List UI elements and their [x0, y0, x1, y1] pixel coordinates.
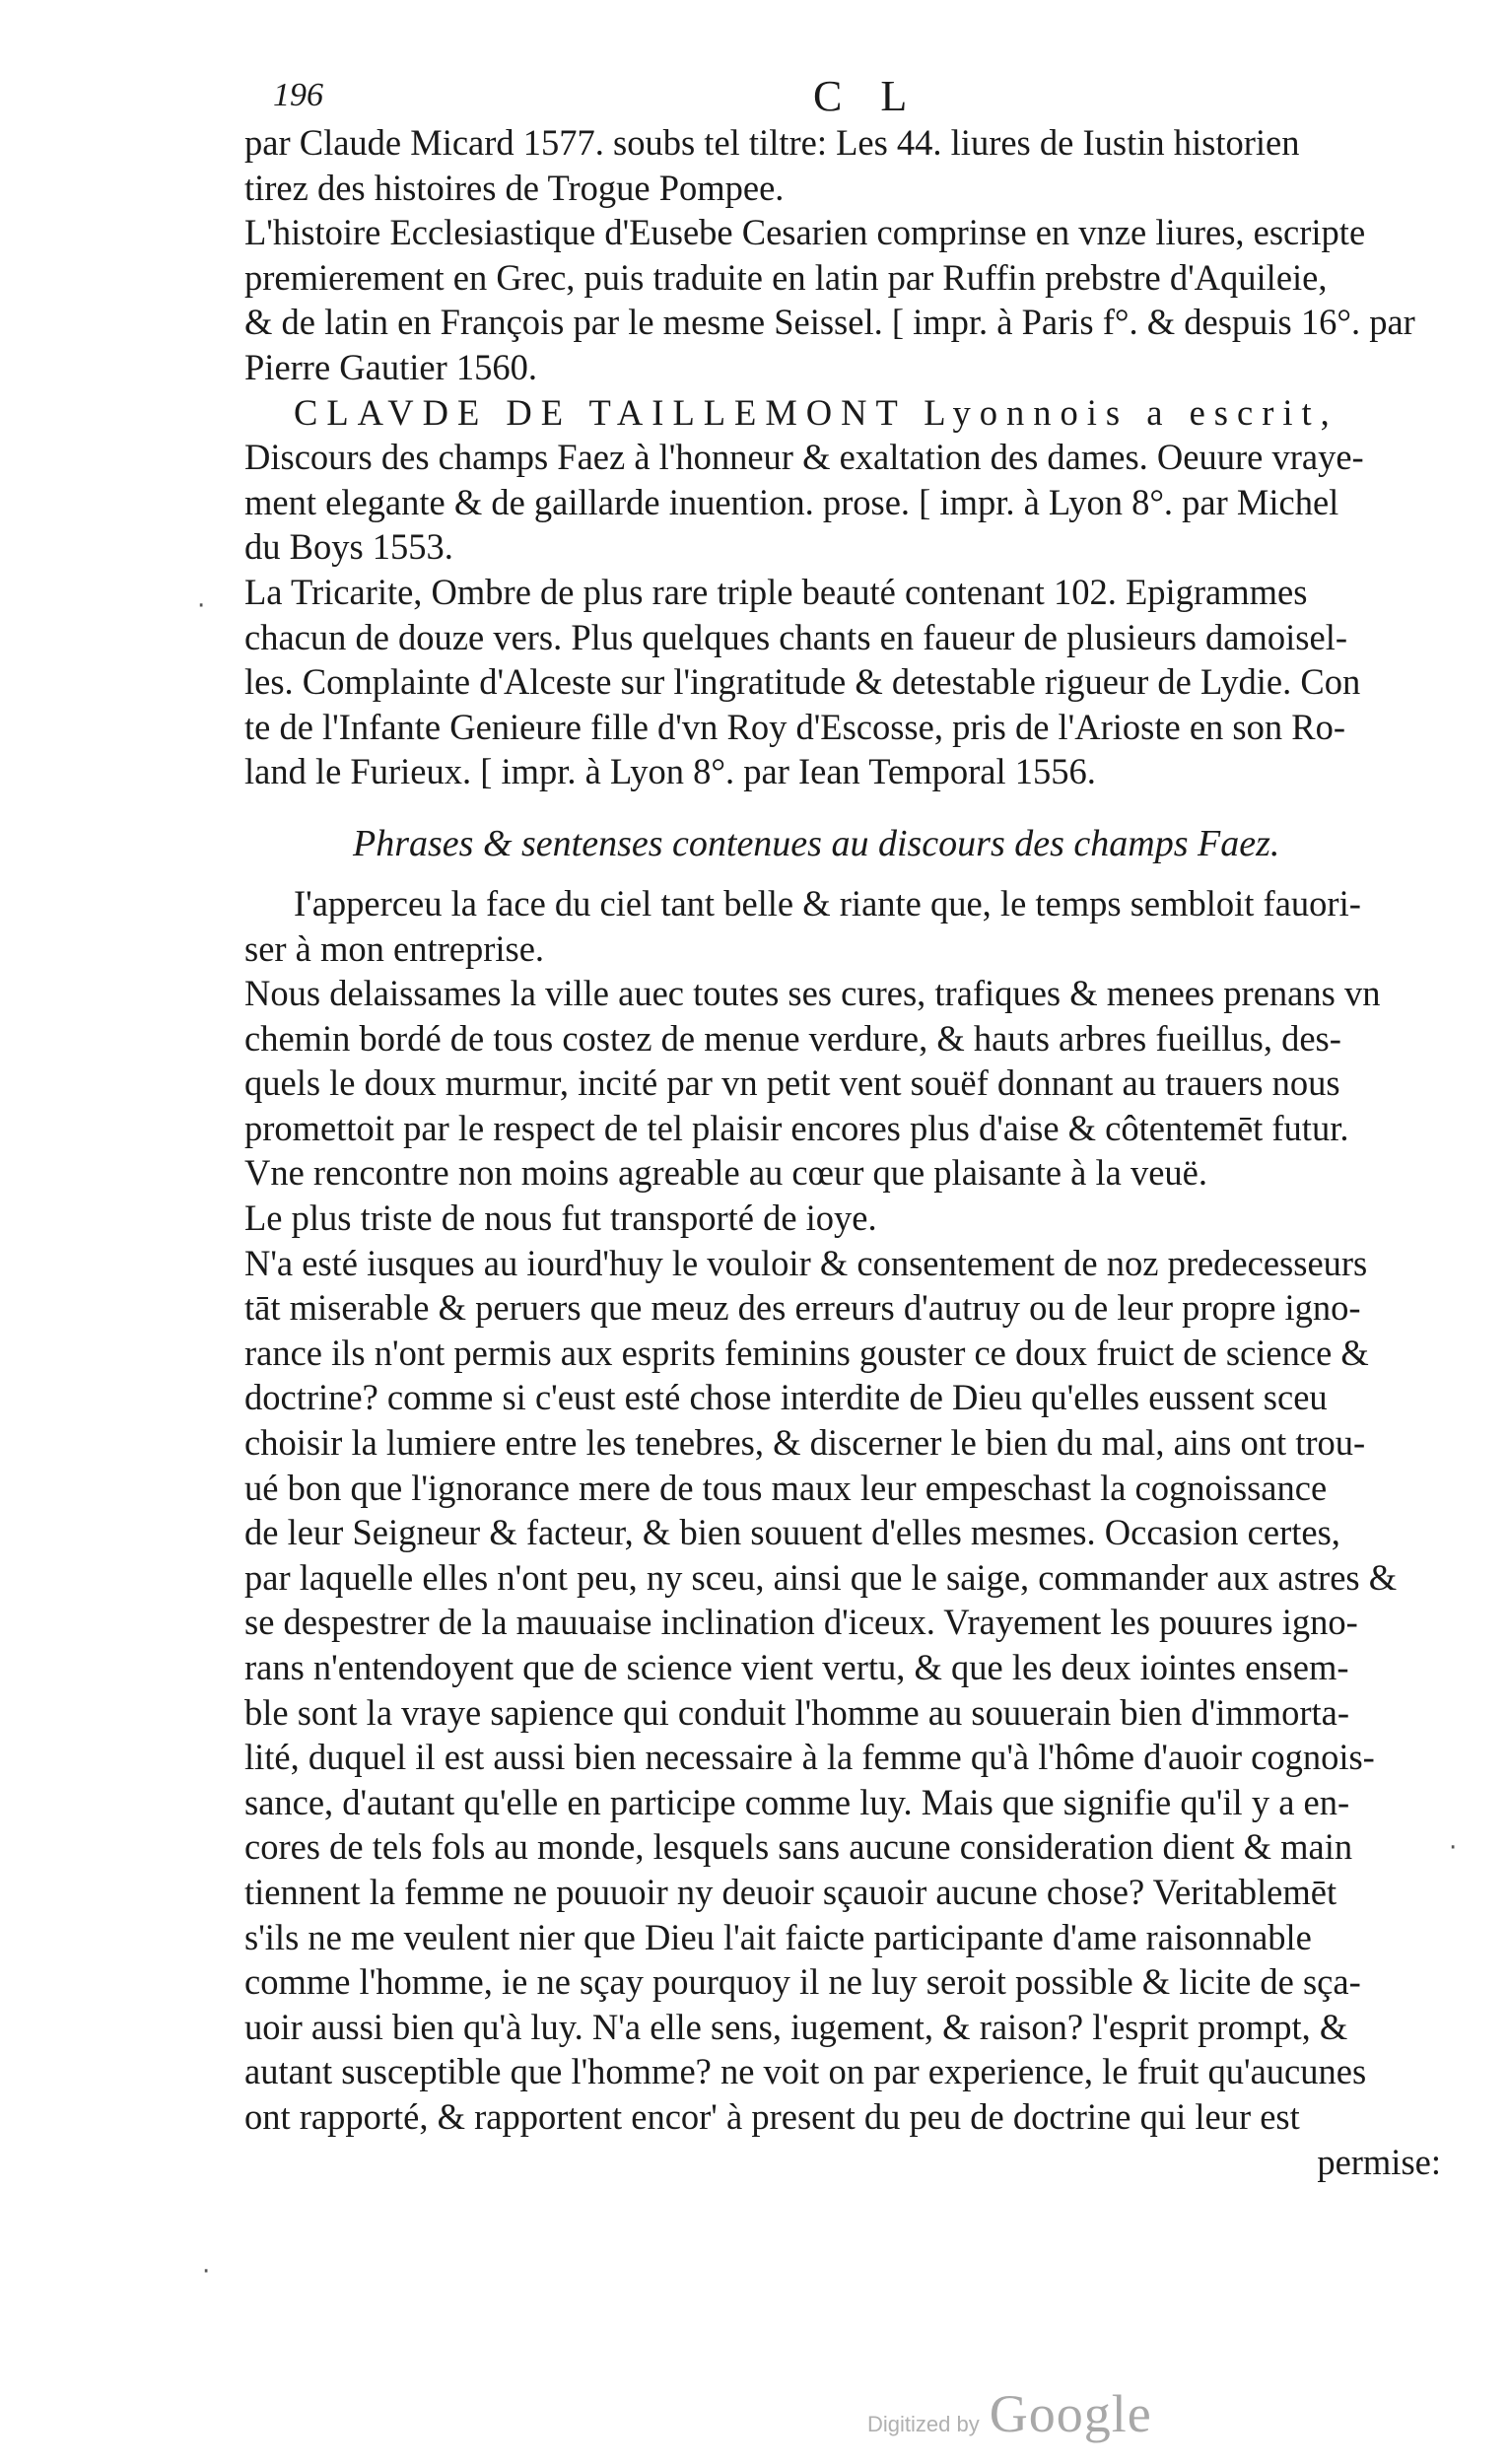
text-line: Pierre Gautier 1560. [244, 346, 537, 387]
text-line: cores de tels fols au monde, lesquels sans aucune consideration dient & main [244, 1826, 1353, 1868]
text-line: les. Complainte d'Alceste sur l'ingratitude & detestable rigueur de Lydie. Con [244, 661, 1361, 703]
margin-mark: · [202, 2257, 211, 2287]
text-line: chemin bordé de tous costez de menue verdure, & hauts arbres fueillus, des- [244, 1017, 1341, 1059]
text-line: se despestrer de la mauuaise inclination d'iceux. Vrayement les pouures igno- [244, 1602, 1358, 1643]
text-line: rans n'entendoyent que de science vient vertu, & que les deux iointes ensem- [244, 1647, 1349, 1687]
text-line: I'apperceu la face du ciel tant belle & riante que, le temps sembloit fauori- [294, 882, 1361, 924]
text-line: Le plus triste de nous fut transporté de ioye. [244, 1198, 877, 1239]
text-line: par laquelle elles n'ont peu, ny sceu, ainsi que le saige, commander aux astres & [244, 1556, 1398, 1598]
text-line: quels le doux murmur, incité par vn petit vent souëf donnant au trauers nous [244, 1062, 1340, 1104]
google-logo: Google [989, 2384, 1152, 2443]
page-header [241, 71, 1474, 120]
section-heading: Phrases & sentenses contenues au discours des champs Faez. [353, 822, 1280, 864]
text-line: ser à mon entreprise. [244, 927, 545, 969]
text-line: du Boys 1553. [244, 526, 453, 568]
text-line: ué bon que l'ignorance mere de tous maux leur empeschast la cognoissance [244, 1467, 1328, 1508]
catchword: permise: [1317, 2141, 1441, 2182]
page-number: 196 [273, 77, 323, 113]
text-line: tiennent la femme ne pouuoir ny deuoir sçauoir aucune chose? Veritablemēt [244, 1871, 1337, 1912]
text-line: promettoit par le respect de tel plaisir encores plus d'aise & côtentemēt futur. [244, 1107, 1349, 1148]
margin-mark: · [1449, 1833, 1458, 1863]
text-line: chacun de douze vers. Plus quelques chants en faueur de plusieurs damoisel- [244, 616, 1347, 657]
author-entry-line: CLAVDE DE TAILLEMONT Lyonnois a escrit, [294, 391, 1338, 433]
digitized-by-watermark [867, 2383, 1152, 2452]
catchword-line [244, 2140, 1447, 2185]
text-line: N'a esté iusques au iourd'huy le vouloir & consentement de noz predecesseurs [244, 1242, 1368, 1283]
text-line: land le Furieux. [ impr. à Lyon 8°. par Iean Temporal 1556. [244, 751, 1096, 792]
text-line: ont rapporté, & rapportent encor' à present du peu de doctrine qui leur est [244, 2095, 1300, 2137]
text-line: par Claude Micard 1577. soubs tel tiltre: Les 44. liures de Iustin historien [244, 122, 1300, 163]
text-line: La Tricarite, Ombre de plus rare triple beauté contenant 102. Epigrammes [244, 571, 1308, 612]
text-line: L'histoire Ecclesiastique d'Eusebe Cesarien comprinse en vnze liures, escripte [244, 212, 1366, 253]
text-line: de leur Seigneur & facteur, & bien souuent d'elles mesmes. Occasion certes, [244, 1512, 1340, 1553]
text-line: comme l'homme, ie ne sçay pourquoy il ne luy seroit possible & licite de sça- [244, 1961, 1361, 2003]
text-line: Vne rencontre non moins agreable au cœur que plaisante à la veuë. [244, 1152, 1207, 1194]
text-line: doctrine? comme si c'eust esté chose interdite de Dieu qu'elles eussent sceu [244, 1377, 1328, 1418]
text-line: tirez des histoires de Trogue Pompee. [244, 167, 785, 208]
text-line: ble sont la vraye sapience qui conduit l'homme au souuerain bien d'immorta- [244, 1691, 1350, 1733]
text-line: lité, duquel il est aussi bien necessaire à la femme qu'à l'hôme d'auoir cognois- [244, 1737, 1375, 1778]
text-block [244, 120, 1447, 2184]
text-line: s'ils ne me veulent nier que Dieu l'ait faicte participante d'ame raisonnable [244, 1916, 1312, 1957]
text-line: sance, d'autant qu'elle en participe comme luy. Mais que signifie qu'il y a en- [244, 1781, 1350, 1822]
text-line: premierement en Grec, puis traduite en latin par Ruffin prebstre d'Aquileie, [244, 256, 1328, 298]
margin-mark: · [197, 591, 206, 621]
text-line: uoir aussi bien qu'à luy. N'a elle sens, iugement, & raison? l'esprit prompt, & [244, 2006, 1348, 2047]
text-line: tāt miserable & peruers que meuz des erreurs d'autruy ou de leur propre igno- [244, 1287, 1361, 1329]
text-line: Nous delaissames la ville auec toutes ses cures, trafiques & menees prenans vn [244, 973, 1381, 1014]
text-line: autant susceptible que l'homme? ne voit on par experience, le fruit qu'aucunes [244, 2051, 1367, 2092]
text-line: rance ils n'ont permis aux esprits feminins gouster ce doux fruict de science & [244, 1332, 1369, 1373]
text-line: te de l'Infante Genieure fille d'vn Roy d'Escosse, pris de l'Arioste en son Ro- [244, 706, 1345, 747]
text-line: & de latin en François par le mesme Seissel. [ impr. à Paris f°. & despuis 16°. par [244, 302, 1415, 343]
running-head: C L [813, 72, 922, 120]
text-line: ment elegante & de gaillarde inuention. prose. [ impr. à Lyon 8°. par Michel [244, 481, 1339, 522]
watermark-digitized-text: Digitized by [867, 2412, 980, 2436]
text-line: choisir la lumiere entre les tenebres, & discerner le bien du mal, ains ont trou- [244, 1422, 1366, 1464]
text-line: Discours des champs Faez à l'honneur & exaltation des dames. Oeuure vraye- [244, 437, 1364, 478]
